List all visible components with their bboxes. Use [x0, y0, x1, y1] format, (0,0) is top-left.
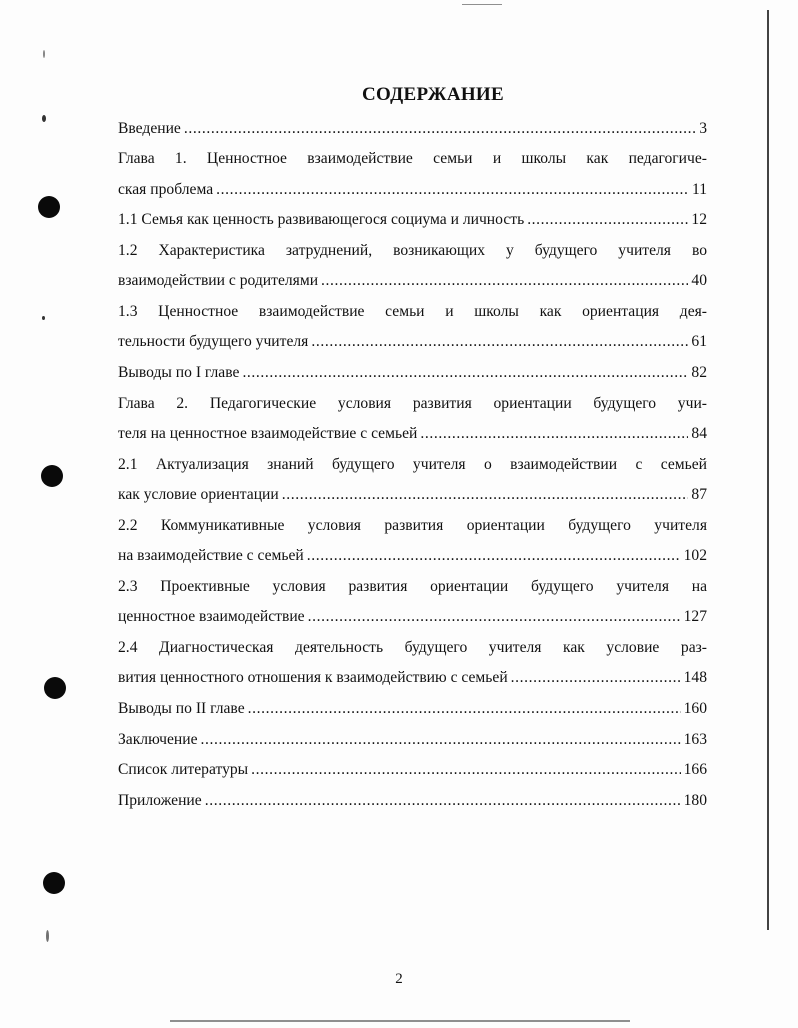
toc-entry-1-2 — [118, 270, 707, 292]
toc-leader-dots — [527, 209, 688, 231]
toc-entry-page: 40 — [691, 272, 707, 289]
toc-leader-dots — [321, 270, 688, 292]
toc-entry-label: взаимодействии с родителями — [118, 272, 319, 289]
toc-entry-2-2 — [118, 545, 707, 567]
page-title: СОДЕРЖАНИЕ — [362, 84, 504, 105]
toc-entry-page: 11 — [691, 181, 707, 198]
toc-entry-label: вития ценностного отношения к взаимодействию с семьей — [118, 669, 508, 686]
toc-entry-page: 160 — [683, 700, 707, 717]
toc-entry-page: 166 — [683, 761, 707, 778]
toc-leader-dots — [311, 331, 688, 353]
toc-entry-page: 163 — [683, 731, 707, 748]
toc-entry-label: на взаимодействие с семьей — [118, 547, 304, 564]
toc-entry-page: 87 — [691, 486, 707, 503]
binder-hole-1 — [38, 196, 60, 218]
toc-entry-2-2-line1: 2.2 Коммуникативные условия развития ориентации будущего учителя — [118, 517, 707, 534]
toc-entry-label: Выводы по I главе — [118, 364, 240, 381]
toc-entry-bibliography — [118, 759, 707, 781]
toc-leader-dots — [184, 118, 696, 140]
toc-entry-conclusions-ch1 — [118, 362, 707, 384]
toc-entry-2-4 — [118, 667, 707, 689]
toc-entry-label: Введение — [118, 120, 181, 137]
binder-hole-4 — [43, 872, 65, 894]
margin-speck-3 — [43, 50, 45, 58]
toc-entry-page: 61 — [691, 333, 707, 350]
toc-entry-2-1-line1: 2.1 Актуализация знаний будущего учителя о взаимодействии с семьей — [118, 456, 707, 473]
toc-entry-intro — [118, 118, 707, 140]
toc-entry-page: 12 — [691, 211, 707, 228]
toc-leader-dots — [248, 698, 681, 720]
page-number: 2 — [395, 971, 403, 987]
toc-entry-page: 148 — [683, 669, 707, 686]
toc-entry-2-4-line1: 2.4 Диагностическая деятельность будущего учителя как условие раз- — [118, 639, 707, 656]
toc-entry-page: 84 — [691, 425, 707, 442]
toc-entry-page: 127 — [683, 608, 707, 625]
toc-entry-page: 82 — [691, 364, 707, 381]
toc-leader-dots — [511, 667, 681, 689]
toc-entry-conclusions-ch2 — [118, 698, 707, 720]
scan-edge-line — [767, 10, 769, 930]
toc-leader-dots — [308, 606, 681, 628]
toc-leader-dots — [205, 790, 681, 812]
binder-hole-2 — [41, 465, 63, 487]
toc-entry-1-3 — [118, 331, 707, 353]
toc-entry-label: Заключение — [118, 731, 198, 748]
toc-entry-chapter2 — [118, 423, 707, 445]
toc-leader-dots — [251, 759, 680, 781]
toc-entry-label: как условие ориентации — [118, 486, 279, 503]
scan-top-mark — [462, 4, 502, 5]
toc-entry-label: тельности будущего учителя — [118, 333, 309, 350]
toc-entry-2-3 — [118, 606, 707, 628]
toc-entry-label: Выводы по II главе — [118, 700, 245, 717]
toc-entry-1-3-line1: 1.3 Ценностное взаимодействие семьи и школы как ориентация дея- — [118, 303, 707, 320]
scan-bottom-line — [170, 1020, 630, 1022]
toc-entry-appendix — [118, 790, 707, 812]
toc-leader-dots — [282, 484, 689, 506]
toc-leader-dots — [201, 729, 681, 751]
toc-entry-2-3-line1: 2.3 Проективные условия развития ориентации будущего учителя на — [118, 578, 707, 595]
toc-entry-label: ская проблема — [118, 181, 214, 198]
toc-entry-label: 1.1 Семья как ценность развивающегося социума и личность — [118, 211, 525, 228]
toc-entry-chapter1-line1: Глава 1. Ценностное взаимодействие семьи и школы как педагогиче- — [118, 150, 707, 167]
toc-leader-dots — [242, 362, 688, 384]
margin-speck-2 — [42, 316, 45, 320]
toc-entry-conclusion — [118, 729, 707, 751]
margin-speck-4 — [46, 930, 49, 942]
toc-leader-dots — [307, 545, 681, 567]
toc-entry-1-2-line1: 1.2 Характеристика затруднений, возникающих у будущего учителя во — [118, 242, 707, 259]
toc-entry-label: ценностное взаимодействие — [118, 608, 305, 625]
toc-entry-chapter2-line1: Глава 2. Педагогические условия развития ориентации будущего учи- — [118, 395, 707, 412]
toc-entry-label: Список литературы — [118, 761, 249, 778]
toc-entry-page: 3 — [699, 120, 707, 137]
binder-hole-3 — [44, 677, 66, 699]
margin-speck-1 — [42, 115, 46, 122]
toc-entry-page: 180 — [683, 792, 707, 809]
toc-leader-dots — [216, 179, 689, 201]
toc-entry-label: теля на ценностное взаимодействие с семьей — [118, 425, 418, 442]
toc-leader-dots — [420, 423, 688, 445]
toc-entry-chapter1 — [118, 179, 707, 201]
toc-entry-2-1 — [118, 484, 707, 506]
toc-entry-1-1 — [118, 209, 707, 231]
toc-entry-page: 102 — [683, 547, 707, 564]
toc-entry-label: Приложение — [118, 792, 202, 809]
